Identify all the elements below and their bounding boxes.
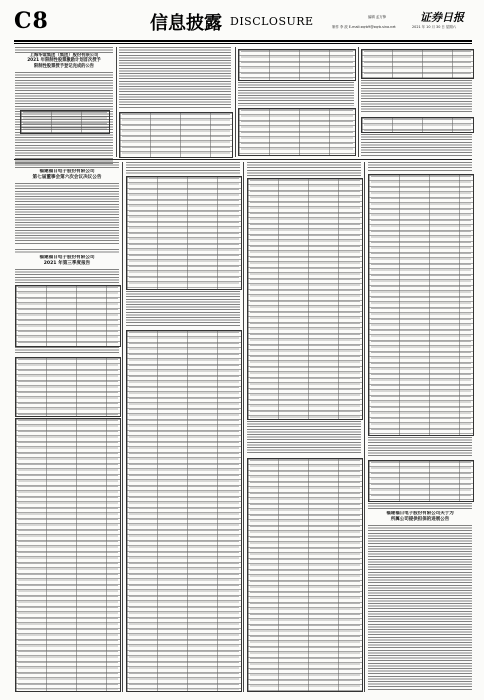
article-body xyxy=(15,269,119,283)
article-body xyxy=(126,162,240,174)
column-divider xyxy=(364,162,365,692)
data-table xyxy=(15,357,121,417)
column-divider xyxy=(122,162,123,692)
data-table xyxy=(361,117,474,133)
data-table xyxy=(20,110,110,134)
column-divider xyxy=(235,47,236,157)
data-table xyxy=(15,285,121,347)
header-rule-thin xyxy=(14,43,472,44)
article-body xyxy=(361,80,472,114)
article-body xyxy=(238,82,354,106)
contact-line: 制作 李 波 E-mail:zqrb9@zqrb.sina.net xyxy=(332,25,396,29)
article-body xyxy=(361,134,472,156)
data-table xyxy=(15,418,121,692)
data-table xyxy=(361,49,474,79)
data-table xyxy=(238,108,356,156)
article-meta xyxy=(15,162,119,168)
article-body xyxy=(368,525,472,690)
page-number: C8 xyxy=(14,8,49,34)
data-table xyxy=(119,112,233,158)
notice-title: 福建福日电子股份有限公司 第七届董事会第六次会议决议公告 xyxy=(32,169,102,180)
column-divider xyxy=(358,47,359,157)
page-header xyxy=(14,8,472,42)
data-table xyxy=(238,49,356,81)
data-table xyxy=(247,178,363,420)
data-table xyxy=(368,460,474,502)
article-body xyxy=(247,421,361,455)
article-meta xyxy=(368,503,472,509)
section-title-en: DISCLOSURE xyxy=(230,15,314,28)
article-body xyxy=(247,162,361,176)
data-table xyxy=(368,174,474,436)
article-body xyxy=(15,347,119,355)
masthead-logo: 证券日报 xyxy=(420,11,464,24)
data-table xyxy=(126,330,242,692)
editor-line: 编辑 孟万锋 xyxy=(368,15,387,19)
article-body xyxy=(368,437,472,457)
header-rule xyxy=(14,40,472,42)
section-divider xyxy=(14,159,472,160)
article-body xyxy=(15,183,119,245)
data-table xyxy=(247,458,363,692)
notice-title: 福建福日电子股份有限公司关于为 所属公司提供担保的进展公告 xyxy=(386,511,454,522)
date-line: 2021 年 10 月 30 日 星期六 xyxy=(412,25,457,29)
section-title: 信息披露 xyxy=(150,13,222,34)
notice-title: 福建福日电子股份有限公司 2021 年第三季度报告 xyxy=(39,255,95,266)
article-body xyxy=(119,47,231,109)
column-divider xyxy=(243,162,244,692)
data-table xyxy=(126,176,242,290)
notice-title: 上海华谊集团（集团）股份有限公司 2021 年限制性股票激励计划首次授予 限制性股票授予登记完成的公告 xyxy=(27,53,101,69)
article-body xyxy=(126,291,240,327)
column-divider xyxy=(116,47,117,157)
article-body xyxy=(368,162,472,172)
article-meta xyxy=(15,249,119,254)
